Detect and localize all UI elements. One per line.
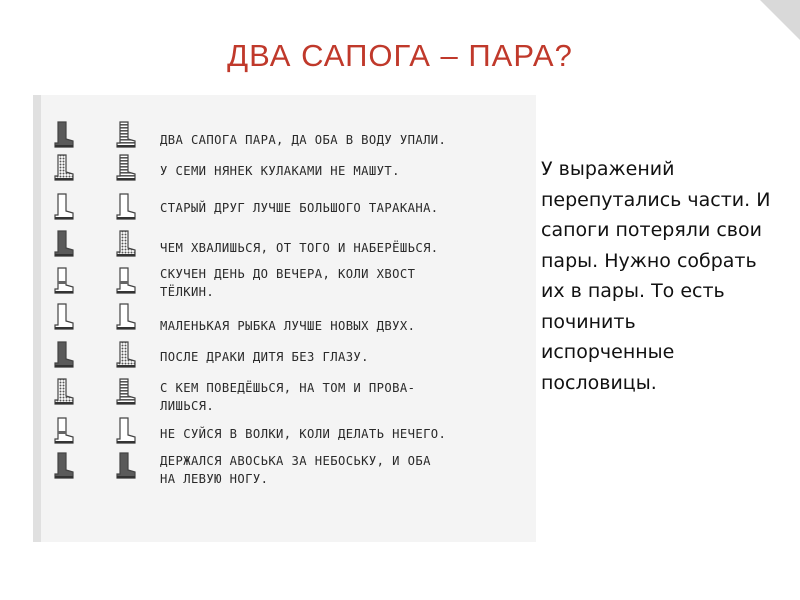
proverb-text-4: ЧЕМ ХВАЛИШЬСЯ, ОТ ТОГО И НАБЕРЁШЬСЯ. — [160, 241, 439, 255]
proverb-text-10: ДЕРЖАЛСЯ АВОСЬКА ЗА НЕБОСЬКУ, И ОБА НА ЛЕВУЮ НОГУ. — [160, 454, 431, 486]
proverb-text-5: СКУЧЕН ДЕНЬ ДО ВЕЧЕРА, КОЛИ ХВОСТ ТЁЛКИН. — [160, 267, 416, 299]
proverb-text-9: НЕ СУЙСЯ В ВОЛКИ, КОЛИ ДЕЛАТЬ НЕЧЕГО. — [160, 427, 447, 441]
proverb-text-1: ДВА САПОГА ПАРА, ДА ОБА В ВОДУ УПАЛИ. — [160, 133, 447, 147]
scan-margin-shadow — [33, 95, 41, 542]
boot-icon-left-9 — [53, 417, 75, 445]
boot-icon-right-4 — [115, 230, 137, 258]
boot-icon-left-1 — [53, 121, 75, 149]
boot-icon-right-1 — [115, 121, 137, 149]
proverb-text-3: СТАРЫЙ ДРУГ ЛУЧШЕ БОЛЬШОГО ТАРАКАНА. — [160, 201, 439, 215]
boot-icon-left-2 — [53, 154, 75, 182]
boot-icon-right-10 — [115, 452, 137, 480]
proverb-text-6: МАЛЕНЬКАЯ РЫБКА ЛУЧШЕ НОВЫХ ДВУХ. — [160, 319, 416, 333]
boot-icon-left-3 — [53, 193, 75, 221]
boot-icon-left-10 — [53, 452, 75, 480]
scanned-worksheet — [33, 95, 536, 542]
boot-icon-right-6 — [115, 303, 137, 331]
proverb-text-8: С КЕМ ПОВЕДЁШЬСЯ, НА ТОМ И ПРОВА- ЛИШЬСЯ. — [160, 381, 416, 413]
boot-icon-left-7 — [53, 341, 75, 369]
task-description: У выражений перепутались части. И сапоги потеряли свои пары. Нужно собрать их в пары. То есть починить испорченные пословицы. — [541, 158, 771, 394]
boot-icon-right-2 — [115, 154, 137, 182]
boot-icon-right-9 — [115, 417, 137, 445]
boot-icon-right-3 — [115, 193, 137, 221]
corner-decoration — [760, 0, 800, 40]
boot-icon-right-7 — [115, 341, 137, 369]
boot-icon-right-5 — [115, 267, 137, 295]
boot-icon-left-8 — [53, 378, 75, 406]
boot-icon-right-8 — [115, 378, 137, 406]
boot-icon-left-6 — [53, 303, 75, 331]
proverb-text-2: У СЕМИ НЯНЕК КУЛАКАМИ НЕ МАШУТ. — [160, 164, 400, 178]
slide-title: ДВА САПОГА – ПАРА? — [227, 38, 573, 73]
boot-icon-left-4 — [53, 230, 75, 258]
proverb-text-7: ПОСЛЕ ДРАКИ ДИТЯ БЕЗ ГЛАЗУ. — [160, 350, 369, 364]
boot-icon-left-5 — [53, 267, 75, 295]
scan-bleed-through — [273, 97, 523, 109]
